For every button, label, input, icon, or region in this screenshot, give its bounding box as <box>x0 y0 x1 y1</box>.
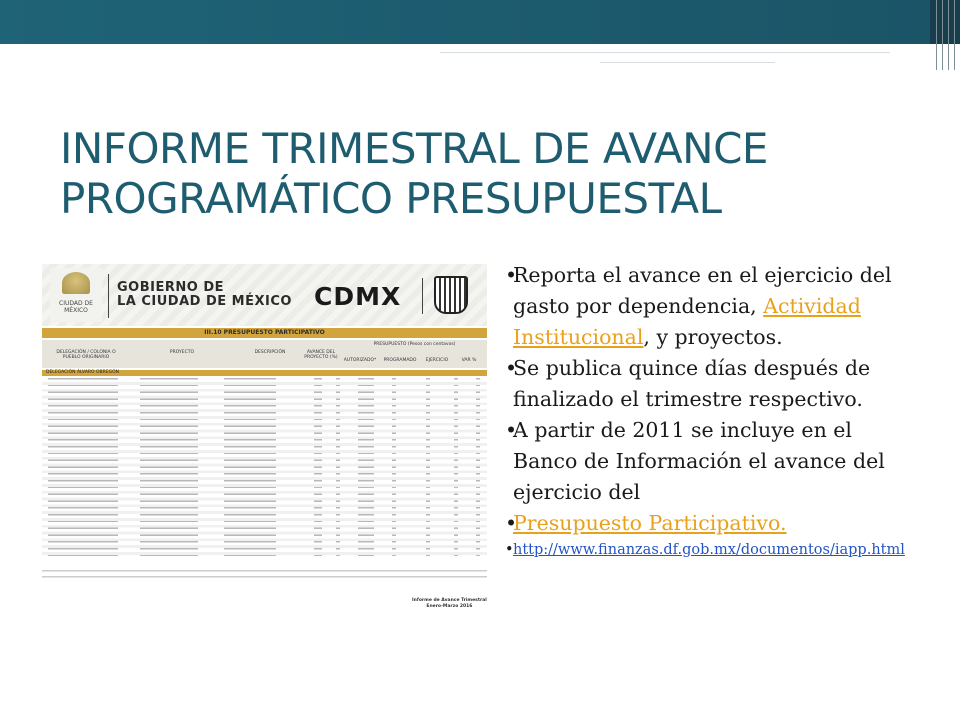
report-footer-line1: Informe de Avance Trimestral <box>412 598 487 603</box>
logo-divider <box>422 278 423 314</box>
table-column <box>392 378 396 558</box>
bullet-list <box>505 260 905 561</box>
cdmx-logo: CDMX <box>314 282 402 311</box>
table-column <box>476 378 480 558</box>
iapp-url-link[interactable]: http://www.finanzas.df.gob.mx/documentos/iapp.html <box>513 542 905 558</box>
government-logo-line2: LA CIUDAD DE MÉXICO <box>117 294 292 309</box>
bullet-text: A partir de 2011 se incluye en el Banco de Información el avance del ejercicio del <box>513 418 885 504</box>
bullet-text: Reporta el avance en el ejercicio del gasto por dependencia, <box>513 263 892 318</box>
decor-vline <box>954 0 955 70</box>
bullet-text: , y proyectos. <box>643 325 783 349</box>
bullet-item <box>505 539 905 561</box>
report-header <box>42 264 487 326</box>
decor-vline <box>942 0 943 70</box>
header-band-stripes <box>930 0 960 44</box>
report-footer-line2: Enero-Marzo 2016 <box>426 604 473 609</box>
bullet-item <box>505 508 905 539</box>
col-avance: AVANCE DEL PROYECTO (%) <box>304 350 338 360</box>
government-logo-text <box>117 281 292 309</box>
actividad-institucional-link[interactable]: Actividad Institucional <box>513 294 861 349</box>
slide-title <box>60 124 920 224</box>
header-band-fill <box>0 0 930 44</box>
decor-vline <box>948 0 949 70</box>
table-column <box>426 378 430 558</box>
presupuesto-participativo-link[interactable]: Presupuesto Participativo. <box>513 511 787 535</box>
report-footer <box>412 598 487 610</box>
table-column <box>358 378 374 558</box>
table-column <box>224 378 276 558</box>
report-section-label: DELEGACIÓN ÁLVARO OBREGÓN <box>42 370 487 376</box>
col-var: VAR % <box>461 358 477 363</box>
emblem-text: CIUDAD DE MÉXICO <box>59 300 93 314</box>
decor-vline <box>936 0 937 70</box>
shield-logo-icon <box>434 276 468 314</box>
decor-hline <box>440 52 890 53</box>
report-table-rows-extra <box>42 570 487 582</box>
table-column <box>48 378 118 558</box>
bullet-item <box>505 260 905 353</box>
table-column <box>336 378 340 558</box>
col-descripcion: DESCRIPCIÓN <box>254 350 286 355</box>
slide-title-line1: INFORME TRIMESTRAL DE AVANCE <box>60 124 768 173</box>
report-thumbnail <box>42 264 487 624</box>
bullet-item <box>505 353 905 415</box>
government-logo-line1: GOBIERNO DE <box>117 280 224 295</box>
col-programado: PROGRAMADO <box>383 358 417 363</box>
col-presupuesto: PRESUPUESTO (Pesos con centavos) <box>373 342 456 347</box>
bullet-item <box>505 415 905 508</box>
report-band-title: III.10 PRESUPUESTO PARTICIPATIVO <box>42 328 487 338</box>
report-column-header <box>42 340 487 368</box>
table-column <box>314 378 322 558</box>
header-band <box>0 0 960 44</box>
slide-title-line2: PROGRAMÁTICO PRESUPUESTAL <box>60 174 722 223</box>
table-column <box>454 378 458 558</box>
table-column <box>140 378 198 558</box>
col-autorizado: AUTORIZADO* <box>343 358 377 363</box>
cdmx-emblem-logo <box>50 268 102 322</box>
col-delegacion: DELEGACIÓN / COLONIA O PUEBLO ORIGINARIO <box>56 350 116 360</box>
bullet-text: Se publica quince días después de finalizado el trimestre respectivo. <box>513 356 871 411</box>
emblem-icon <box>62 272 90 294</box>
report-table-rows <box>42 378 487 558</box>
decor-hline <box>600 62 775 63</box>
logo-divider <box>108 274 109 318</box>
col-proyecto: PROYECTO <box>169 350 195 355</box>
col-ejercicio: EJERCICIO <box>425 358 449 363</box>
